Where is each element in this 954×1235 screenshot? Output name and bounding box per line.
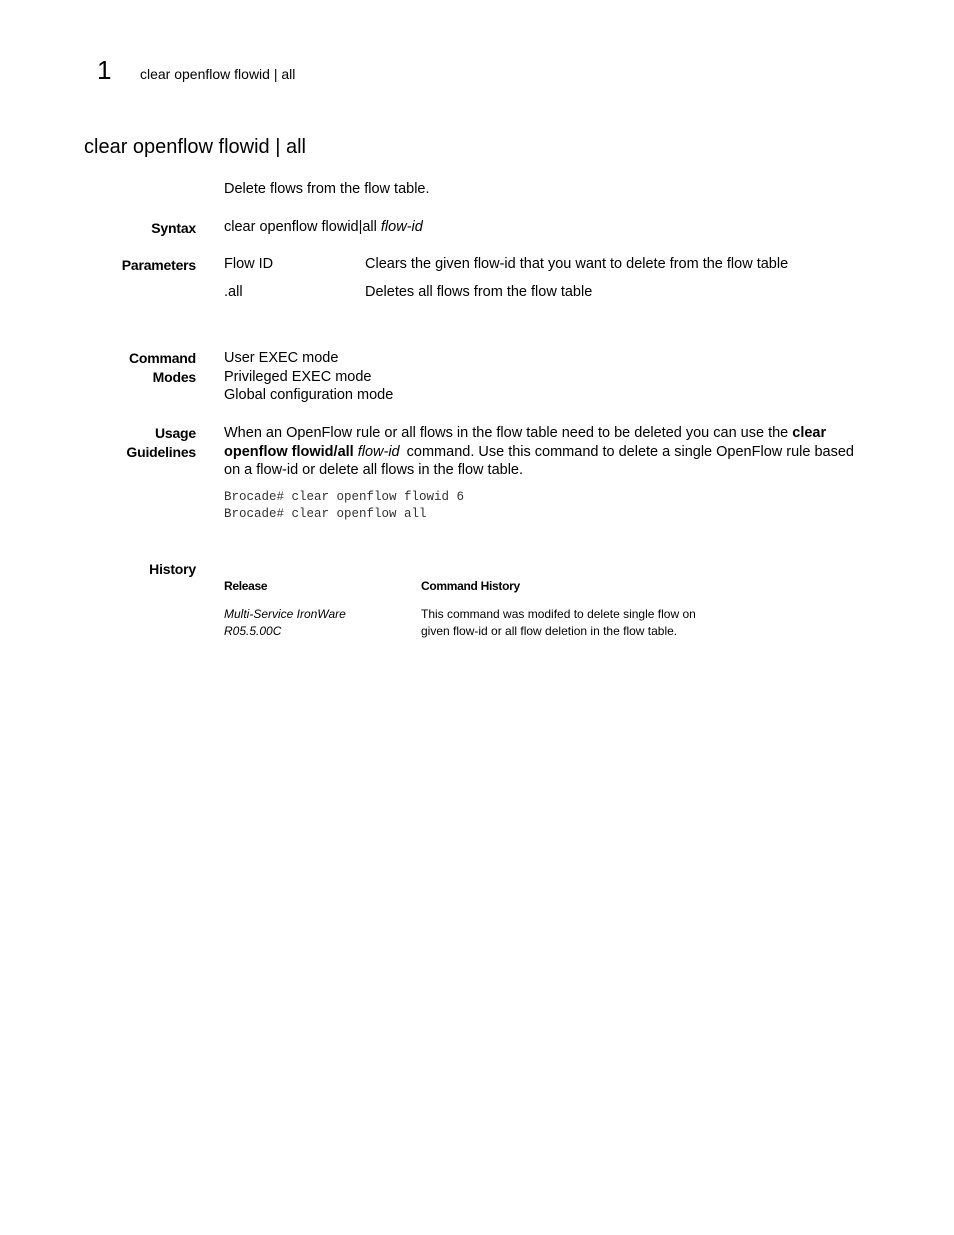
usage-guidelines-label xyxy=(126,424,196,461)
history-col-command-history: Command History xyxy=(421,579,520,593)
command-description: Delete flows from the flow table. xyxy=(224,181,430,197)
usage-label-line2: Guidelines xyxy=(126,443,196,460)
mode-item: Privileged EXEC mode xyxy=(224,368,372,385)
command-modes-label xyxy=(129,349,196,386)
command-modes-list xyxy=(224,349,393,405)
param-name-all: .all xyxy=(224,284,243,300)
usage-text-after-1: command. Use this command to delete a single OpenFlow rule based xyxy=(406,443,854,460)
history-release-line1: Multi-Service IronWare xyxy=(224,607,346,621)
usage-guidelines-text xyxy=(224,424,854,480)
history-release-line2: R05.5.00C xyxy=(224,623,282,638)
history-label: History xyxy=(149,561,196,577)
parameters-label: Parameters xyxy=(121,257,196,273)
syntax-argument: flow-id xyxy=(380,219,423,235)
usage-line-3: on a flow-id or delete all flows in the flow table. xyxy=(224,462,524,478)
usage-cmd-bold-1: clear xyxy=(792,425,827,441)
page-title: clear openflow flowid | all xyxy=(84,136,306,158)
syntax-line xyxy=(224,218,423,237)
usage-line-1 xyxy=(224,424,854,443)
usage-cmd-italic: flow-id xyxy=(357,443,400,460)
code-example-line: Brocade# clear openflow flowid 6 xyxy=(224,490,465,504)
command-modes-label-line1: Command xyxy=(128,350,196,366)
usage-text-before: When an OpenFlow rule or all flows in the flow table need to be deleted you can use the xyxy=(224,425,789,441)
history-col-release: Release xyxy=(224,579,268,593)
param-desc-flow-id: Clears the given flow-id that you want to delete from the flow table xyxy=(365,256,789,272)
chapter-number: 1 xyxy=(97,55,112,85)
syntax-command: clear openflow flowid|all xyxy=(224,219,377,235)
param-name-flow-id: Flow ID xyxy=(224,256,274,272)
mode-item: User EXEC mode xyxy=(224,350,339,366)
usage-cmd-bold-2: openflow flowid/all xyxy=(224,443,354,460)
history-release-cell xyxy=(224,606,346,639)
usage-label-line1: Usage xyxy=(154,425,196,441)
code-example-line: Brocade# clear openflow all xyxy=(224,507,427,521)
code-example-block xyxy=(224,489,464,523)
history-description-cell: This command was modifed to delete single flow on given flow-id or all flow deletion in the flow table. xyxy=(421,607,696,638)
command-modes-label-line2: Modes xyxy=(152,368,196,385)
param-desc-all: Deletes all flows from the flow table xyxy=(365,284,593,300)
mode-item: Global configuration mode xyxy=(224,387,394,403)
syntax-label: Syntax xyxy=(151,220,196,236)
usage-line-2 xyxy=(224,443,854,462)
running-header-title: clear openflow flowid | all xyxy=(140,66,296,82)
